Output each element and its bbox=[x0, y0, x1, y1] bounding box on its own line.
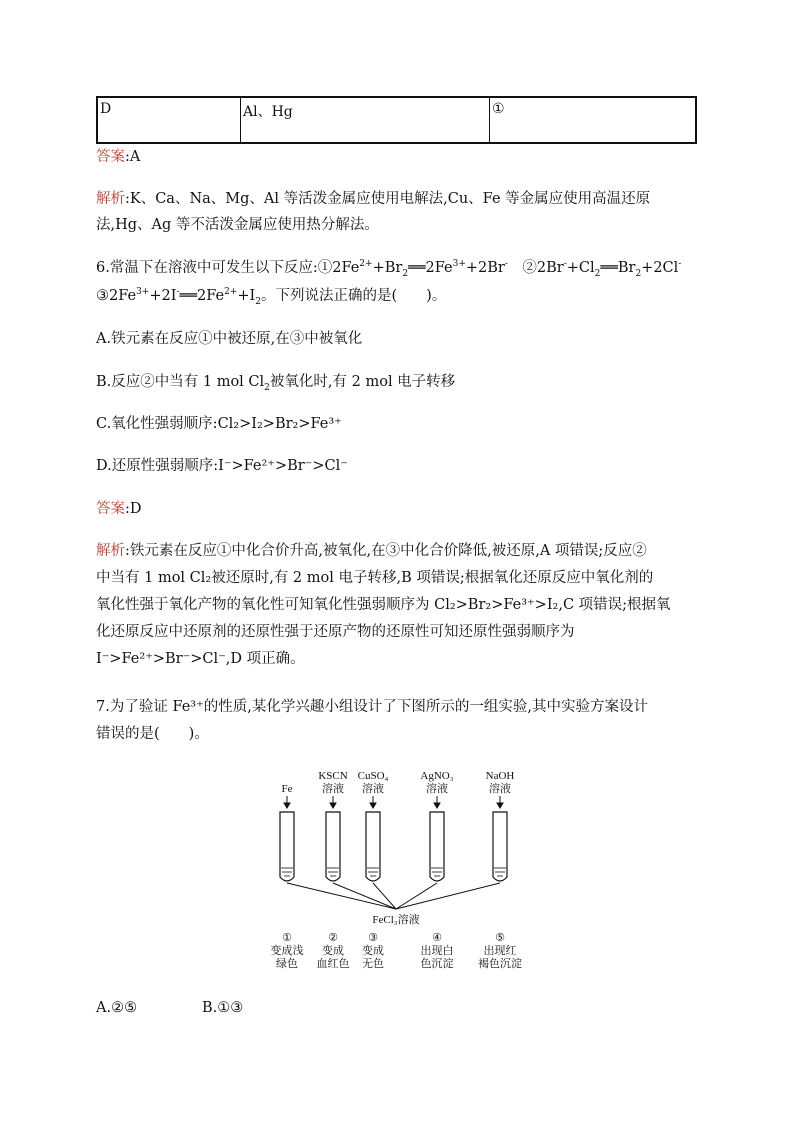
result-text: 变成浅 bbox=[270, 945, 304, 957]
result-text: 变成 bbox=[362, 945, 384, 957]
reagent-name: 溶液 bbox=[362, 783, 384, 795]
analysis-line bbox=[96, 541, 647, 561]
option-a: A.②⑤ bbox=[96, 1000, 138, 1016]
option-b: B.①③ bbox=[202, 1000, 244, 1016]
analysis-text: :铁元素在反应①中化合价升高,被氧化,在③中化合价降低,被还原,A 项错误;反应② bbox=[125, 543, 647, 559]
text-fragment: +I bbox=[237, 288, 256, 304]
answer-line bbox=[96, 147, 140, 167]
result-num: ① bbox=[282, 932, 292, 944]
reagent-label bbox=[318, 770, 347, 795]
answer-value: :A bbox=[125, 149, 141, 165]
text-fragment: +Br bbox=[372, 260, 403, 276]
test-tubes bbox=[280, 812, 507, 881]
analysis-line: 法,Hg、Ag 等不活泼金属应使用热分解法。 bbox=[96, 217, 379, 233]
answer-value: :D bbox=[125, 501, 142, 517]
option-d: D.还原性强弱顺序:I⁻>Fe²⁺>Br⁻>Cl⁻ bbox=[96, 458, 348, 474]
text-fragment: ══2Fe bbox=[408, 260, 453, 276]
text-fragment: +2Br bbox=[465, 260, 505, 276]
table-cell: Al、Hg bbox=[241, 97, 490, 143]
table-row bbox=[97, 97, 696, 143]
result-text: 色沉淀 bbox=[420, 958, 454, 970]
text-fragment: 被氧化时,有 2 mol 电子转移 bbox=[269, 374, 456, 390]
result-text: 绿色 bbox=[276, 958, 298, 970]
text-fragment: ══Br bbox=[600, 260, 636, 276]
answer-line bbox=[96, 499, 142, 519]
result-text: 无色 bbox=[362, 958, 384, 970]
reagent-name: AgNO₃ bbox=[420, 770, 454, 782]
text-fragment: 6.常温下在溶液中可发生以下反应:①2Fe bbox=[96, 260, 360, 276]
analysis-label: 解析 bbox=[96, 543, 125, 559]
analysis-line: 中当有 1 mol Cl₂被还原时,有 2 mol 电子转移,B 项错误;根据氧化还原反应中氧化剂的 bbox=[96, 570, 654, 586]
reagent-name: Fe bbox=[281, 783, 293, 795]
question-7-stem-2: 错误的是( )。 bbox=[96, 726, 209, 742]
reagent-label bbox=[420, 770, 453, 795]
analysis-line bbox=[96, 189, 650, 209]
option-b: B.反应②中当有 1 mol $Cl_2$被氧化时,有 2 mol 电子转移 bbox=[96, 374, 456, 393]
table-cell: ① bbox=[490, 97, 697, 143]
text-fragment: ══2Fe bbox=[179, 288, 225, 304]
result-text: 血红色 bbox=[316, 958, 350, 970]
reagent-label bbox=[486, 770, 515, 795]
reagent-name: NaOH bbox=[485, 770, 515, 782]
arrow-icons bbox=[284, 796, 503, 808]
result-num: ② bbox=[328, 932, 338, 944]
text-fragment: 。下列说法正确的是( )。 bbox=[260, 288, 447, 304]
connector-lines bbox=[287, 883, 500, 909]
table-cell: D bbox=[97, 97, 241, 143]
question-6-stem-2: $③2Fe^{3+}+2I^-══2Fe^{2+}+I_2$。下列说法正确的是( )。 bbox=[96, 287, 447, 307]
test-tube-figure bbox=[250, 765, 550, 980]
answer-table bbox=[96, 96, 697, 144]
analysis-text: :K、Ca、Na、Mg、Al 等活泼金属应使用电解法,Cu、Fe 等金属应使用高温还原 bbox=[125, 191, 651, 207]
option-c: C.氧化性强弱顺序:Cl₂>I₂>Br₂>Fe³⁺ bbox=[96, 416, 342, 432]
reagent-name: CuSO₄ bbox=[357, 770, 389, 782]
reagent-name: 溶液 bbox=[322, 783, 344, 795]
text-fragment: B.反应②中当有 1 mol Cl bbox=[96, 374, 265, 390]
result-num: ⑤ bbox=[495, 932, 505, 944]
result-text: 变成 bbox=[322, 945, 344, 957]
answer-label: 答案 bbox=[96, 501, 125, 517]
result-num: ④ bbox=[432, 932, 442, 944]
analysis-line: 化还原反应中还原剂的还原性强于还原产物的还原性可知还原性强弱顺序为 bbox=[96, 624, 575, 640]
text-fragment: ③2Fe bbox=[96, 288, 137, 304]
reagent-label bbox=[282, 783, 293, 795]
center-label: FeCl₃溶液 bbox=[372, 914, 420, 926]
answer-label: 答案 bbox=[96, 149, 125, 165]
analysis-line: I⁻>Fe²⁺>Br⁻>Cl⁻,D 项正确。 bbox=[96, 651, 305, 667]
analysis-label: 解析 bbox=[96, 191, 125, 207]
result-text: 出现红 bbox=[483, 945, 517, 957]
text-fragment: +Cl bbox=[566, 260, 595, 276]
text-fragment: +2I bbox=[149, 288, 177, 304]
reagent-name: 溶液 bbox=[426, 783, 448, 795]
reagent-name: KSCN bbox=[318, 770, 348, 782]
result-text: 出现白 bbox=[420, 945, 454, 957]
text-fragment: ②2Br bbox=[507, 260, 564, 276]
reagent-label bbox=[358, 770, 389, 795]
reagent-name: 溶液 bbox=[489, 783, 511, 795]
analysis-line: 氧化性强于氧化产物的氧化性可知氧化性强弱顺序为 Cl₂>Br₂>Fe³⁺>I₂,C 项错误;根据氧 bbox=[96, 597, 671, 613]
option-a: A.铁元素在反应①中被还原,在③中被氧化 bbox=[96, 331, 363, 347]
result-num: ③ bbox=[368, 932, 378, 944]
liquid-marks bbox=[281, 868, 506, 876]
result-text: 褐色沉淀 bbox=[478, 958, 522, 970]
question-7-stem: 7.为了验证 Fe³⁺的性质,某化学兴趣小组设计了下图所示的一组实验,其中实验方案设计 bbox=[96, 699, 648, 715]
text-fragment: +2Cl bbox=[641, 260, 679, 276]
result-labels bbox=[271, 932, 523, 970]
question-6-stem: 6.常温下在溶液中可发生以下反应$:①2Fe^{2+}+Br_2══2Fe^{3+}+2Br^-$ $②2Br^-+Cl_2══Br_2+2Cl^-$ bbox=[96, 259, 682, 279]
